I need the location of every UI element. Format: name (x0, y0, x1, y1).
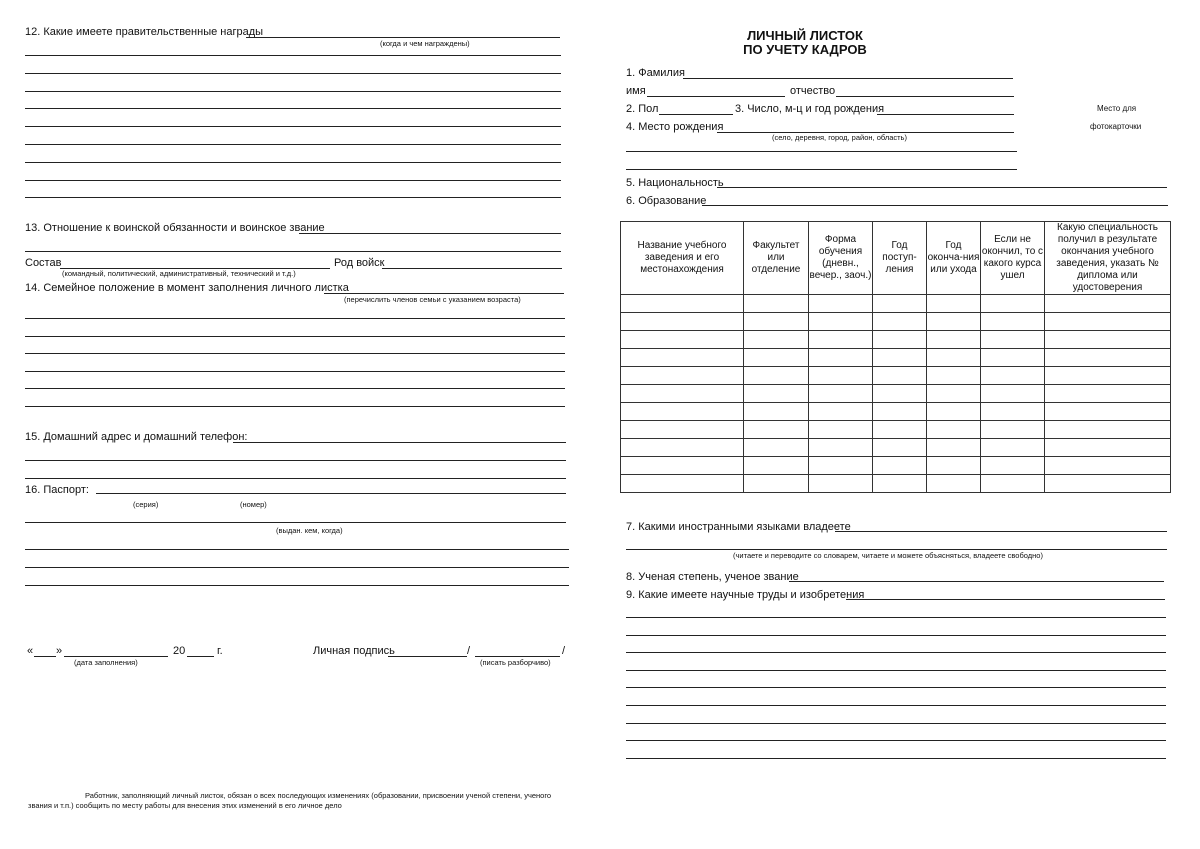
q12-line-2[interactable] (25, 73, 561, 74)
q12-field[interactable] (246, 37, 560, 38)
table-cell[interactable] (927, 403, 981, 421)
table-cell[interactable] (981, 367, 1045, 385)
q14-line-6[interactable] (25, 406, 565, 407)
q12-line-8[interactable] (25, 180, 561, 181)
table-cell[interactable] (621, 349, 744, 367)
q9-line-3[interactable] (626, 652, 1166, 653)
q16-line-3[interactable] (25, 585, 569, 586)
table-cell[interactable] (621, 457, 744, 475)
q14-line-2[interactable] (25, 336, 565, 337)
table-cell[interactable] (1045, 349, 1171, 367)
rod-field[interactable] (382, 268, 562, 269)
q4-hint: (село, деревня, город, район, область) (772, 133, 907, 142)
q12-line-6[interactable] (25, 144, 561, 145)
col-faculty: Факультет или отделение (744, 222, 809, 295)
date-day-field[interactable] (34, 656, 56, 657)
q5-label: 5. Национальность (626, 177, 724, 189)
table-row (621, 475, 1171, 493)
table-cell[interactable] (744, 349, 809, 367)
q15-line-2[interactable] (25, 478, 566, 479)
q1-patronymic-label: отчество (790, 85, 836, 97)
table-cell[interactable] (809, 421, 873, 439)
q9-line-1[interactable] (626, 617, 1166, 618)
q14-line-1[interactable] (25, 318, 565, 319)
table-cell[interactable] (621, 367, 744, 385)
table-cell[interactable] (621, 313, 744, 331)
passport-issued-field[interactable] (25, 522, 566, 523)
q3-birth-label: 3. Число, м-ц и год рождения (735, 103, 885, 115)
q9-line-4[interactable] (626, 670, 1166, 671)
table-row (621, 439, 1171, 457)
table-cell[interactable] (927, 421, 981, 439)
patronymic-field[interactable] (836, 96, 1014, 97)
table-cell[interactable] (809, 331, 873, 349)
table-cell[interactable] (809, 475, 873, 493)
table-cell[interactable] (744, 475, 809, 493)
table-cell[interactable] (981, 403, 1045, 421)
table-cell[interactable] (927, 295, 981, 313)
q13-field[interactable] (299, 233, 561, 234)
table-cell[interactable] (1045, 439, 1171, 457)
photo-placeholder-line-2: фотокарточки (1090, 122, 1142, 131)
table-cell[interactable] (873, 313, 927, 331)
q9-line-5[interactable] (626, 687, 1166, 688)
table-cell[interactable] (744, 331, 809, 349)
q9-label: 9. Какие имеете научные труды и изобретения (626, 589, 865, 601)
table-row (621, 331, 1171, 349)
table-cell[interactable] (1045, 313, 1171, 331)
table-row (621, 367, 1171, 385)
q4-label: 4. Место рождения (626, 121, 724, 133)
languages-field[interactable] (835, 531, 1167, 532)
table-cell[interactable] (744, 313, 809, 331)
q14-line-3[interactable] (25, 353, 565, 354)
table-cell[interactable] (1045, 385, 1171, 403)
table-cell[interactable] (1045, 403, 1171, 421)
education-table (620, 221, 1171, 493)
q16-line-2[interactable] (25, 567, 569, 568)
date-month-field[interactable] (64, 656, 168, 657)
q7-label: 7. Какими иностранными языками владеете (626, 521, 851, 533)
name-field[interactable] (647, 96, 785, 97)
signature-clear-field[interactable] (475, 656, 560, 657)
q12-line-4[interactable] (25, 108, 561, 109)
table-cell[interactable] (927, 367, 981, 385)
table-cell[interactable] (621, 475, 744, 493)
signature-slash-2: / (562, 645, 566, 657)
languages-line[interactable] (626, 549, 1167, 550)
table-cell[interactable] (621, 439, 744, 457)
table-row (621, 421, 1171, 439)
table-cell[interactable] (981, 439, 1045, 457)
passport-number-hint: (номер) (240, 500, 267, 509)
education-table-header (621, 222, 1171, 295)
passport-issued-hint: (выдан. кем, когда) (276, 526, 343, 535)
education-field[interactable] (702, 205, 1168, 206)
q14-line-5[interactable] (25, 388, 565, 389)
q9-line-2[interactable] (626, 635, 1166, 636)
sostav-label: Состав (25, 257, 62, 269)
table-cell[interactable] (927, 313, 981, 331)
table-cell[interactable] (744, 385, 809, 403)
surname-field[interactable] (683, 78, 1013, 79)
q13-line[interactable] (25, 251, 561, 252)
date-hint: (дата заполнения) (74, 658, 138, 667)
table-cell[interactable] (744, 367, 809, 385)
table-cell[interactable] (809, 313, 873, 331)
col-study-form: Форма обучения (дневн., вечер., заоч.) (809, 222, 873, 295)
q9-line-6[interactable] (626, 705, 1166, 706)
table-cell[interactable] (621, 331, 744, 349)
table-cell[interactable] (744, 421, 809, 439)
table-cell[interactable] (809, 403, 873, 421)
table-cell[interactable] (927, 349, 981, 367)
table-cell[interactable] (927, 385, 981, 403)
photo-placeholder-line-1: Место для (1097, 104, 1137, 113)
table-cell[interactable] (744, 457, 809, 475)
q14-hint: (перечислить членов семьи с указанием возраста) (344, 295, 521, 304)
table-row (621, 385, 1171, 403)
gender-field[interactable] (659, 114, 733, 115)
q12-line-9[interactable] (25, 197, 561, 198)
q13-label: 13. Отношение к воинской обязанности и воинское звание (25, 222, 325, 234)
q6-label: 6. Образование (626, 195, 707, 207)
table-cell[interactable] (809, 367, 873, 385)
table-cell[interactable] (1045, 295, 1171, 313)
q9-line-7[interactable] (626, 723, 1166, 724)
q15-label: 15. Домашний адрес и домашний телефон: (25, 431, 248, 443)
table-cell[interactable] (927, 457, 981, 475)
q1-surname-label: 1. Фамилия (626, 67, 685, 79)
table-cell[interactable] (744, 439, 809, 457)
col-end-year: Год оконча-ния или ухода (927, 222, 981, 295)
table-cell[interactable] (873, 439, 927, 457)
q12-label: 12. Какие имеете правительственные награды (25, 26, 264, 38)
q15-line-1[interactable] (25, 460, 566, 461)
table-cell[interactable] (873, 349, 927, 367)
date-year-prefix: 20 (173, 645, 186, 657)
degree-field[interactable] (789, 581, 1164, 582)
table-row (621, 457, 1171, 475)
table-cell[interactable] (1045, 421, 1171, 439)
table-cell[interactable] (981, 475, 1045, 493)
table-cell[interactable] (981, 331, 1045, 349)
table-cell[interactable] (927, 331, 981, 349)
table-cell[interactable] (873, 475, 927, 493)
table-row (621, 349, 1171, 367)
col-institution: Название учебного заведения и его местонахождения (621, 222, 744, 295)
sostav-hint: (командный, политический, административный, технический и т.д.) (62, 269, 296, 278)
table-cell[interactable] (873, 295, 927, 313)
table-cell[interactable] (873, 457, 927, 475)
birthplace-line-2[interactable] (626, 169, 1017, 170)
table-cell[interactable] (1045, 475, 1171, 493)
table-cell[interactable] (873, 403, 927, 421)
form-subtitle: ПО УЧЕТУ КАДРОВ (743, 42, 867, 57)
table-cell[interactable] (873, 385, 927, 403)
date-quote-open: « (27, 645, 34, 657)
signature-slash-1: / (467, 645, 471, 657)
table-row (621, 313, 1171, 331)
table-cell[interactable] (744, 295, 809, 313)
table-cell[interactable] (981, 457, 1045, 475)
table-cell[interactable] (809, 349, 873, 367)
footnote-line-1: Работник, заполняющий личный листок, обязан о всех последующих изменениях (образовании, присвоении ученой степени, ученого (85, 791, 552, 800)
date-year-field[interactable] (187, 656, 214, 657)
table-cell[interactable] (621, 385, 744, 403)
table-cell[interactable] (809, 295, 873, 313)
table-cell[interactable] (1045, 367, 1171, 385)
q12-line-1[interactable] (25, 55, 561, 56)
footnote-line-2: звания и т.п.) сообщить по месту работы для внесения этих изменений в его личное дело (28, 801, 342, 810)
table-row (621, 403, 1171, 421)
table-cell[interactable] (873, 421, 927, 439)
signature-clear-hint: (писать разборчиво) (480, 658, 551, 667)
col-specialty: Какую специальность получил в результате окончания учебного заведения, указать № диплома или удостоверения (1045, 222, 1171, 295)
table-cell[interactable] (809, 385, 873, 403)
q16-line-1[interactable] (25, 549, 569, 550)
q8-label: 8. Ученая степень, ученое звание (626, 571, 799, 583)
table-cell[interactable] (981, 349, 1045, 367)
table-cell[interactable] (621, 403, 744, 421)
table-cell[interactable] (981, 421, 1045, 439)
q14-field[interactable] (324, 293, 564, 294)
rod-label: Род войск (334, 257, 385, 269)
q1-name-label: имя (626, 85, 646, 97)
birthplace-line-1[interactable] (626, 151, 1017, 152)
nationality-field[interactable] (717, 187, 1167, 188)
q12-line-7[interactable] (25, 162, 561, 163)
table-cell[interactable] (809, 457, 873, 475)
table-cell[interactable] (927, 439, 981, 457)
form-title: ЛИЧНЫЙ ЛИСТОК (747, 28, 863, 43)
q14-label: 14. Семейное положение в момент заполнения личного листка (25, 282, 349, 294)
table-row (621, 295, 1171, 313)
q12-line-3[interactable] (25, 91, 561, 92)
table-cell[interactable] (873, 331, 927, 349)
q12-line-5[interactable] (25, 126, 561, 127)
col-left-course: Если не окончил, то с какого курса ушел (981, 222, 1045, 295)
col-start-year: Год поступ-ления (873, 222, 927, 295)
q9-line-9[interactable] (626, 758, 1166, 759)
q15-field[interactable] (233, 442, 566, 443)
date-quote-close: » (56, 645, 63, 657)
q16-label: 16. Паспорт: (25, 484, 89, 496)
birth-date-field[interactable] (877, 114, 1014, 115)
q14-line-4[interactable] (25, 371, 565, 372)
table-cell[interactable] (744, 403, 809, 421)
table-cell[interactable] (873, 367, 927, 385)
passport-series-number-field[interactable] (96, 493, 566, 494)
table-cell[interactable] (981, 385, 1045, 403)
q9-line-8[interactable] (626, 740, 1166, 741)
signature-field[interactable] (388, 656, 467, 657)
works-field[interactable] (846, 599, 1165, 600)
table-cell[interactable] (1045, 331, 1171, 349)
table-cell[interactable] (927, 475, 981, 493)
table-cell[interactable] (621, 421, 744, 439)
passport-series-hint: (серия) (133, 500, 159, 509)
table-cell[interactable] (621, 295, 744, 313)
signature-label: Личная подпись (313, 645, 395, 657)
table-cell[interactable] (981, 295, 1045, 313)
q2-gender-label: 2. Пол (626, 103, 659, 115)
table-cell[interactable] (1045, 457, 1171, 475)
date-year-suffix: г. (217, 645, 223, 657)
q7-hint: (читаете и переводите со словарем, читаете и можете объясняться, владеете свободно) (733, 551, 1043, 560)
table-cell[interactable] (981, 313, 1045, 331)
table-cell[interactable] (809, 439, 873, 457)
q12-hint: (когда и чем награждены) (380, 39, 470, 48)
